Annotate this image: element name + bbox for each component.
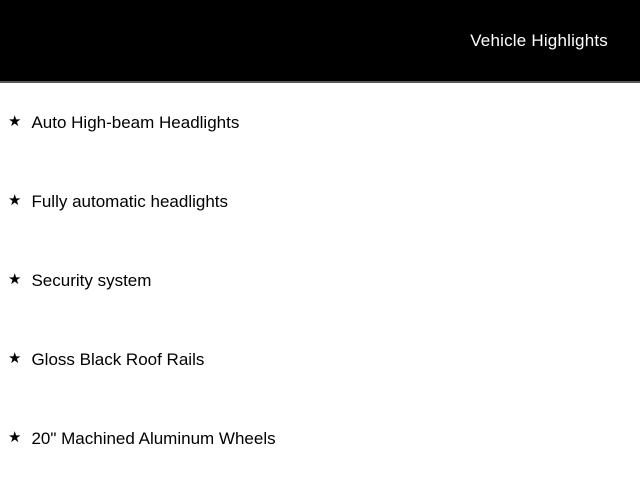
star-icon: ★: [8, 271, 22, 288]
star-icon: ★: [8, 192, 22, 209]
star-icon: ★: [8, 350, 22, 367]
vehicle-highlights-list: [0, 83, 640, 478]
list-item: [0, 83, 640, 162]
list-item-label: Security system: [31, 270, 152, 290]
list-item-label: Fully automatic headlights: [31, 191, 228, 211]
list-item-label: Auto High-beam Headlights: [31, 112, 240, 132]
list-item: [0, 399, 640, 478]
page-title: Vehicle Highlights: [470, 30, 608, 50]
star-icon: ★: [8, 113, 22, 130]
list-item-label: Gloss Black Roof Rails: [31, 349, 205, 369]
list-item-label: 20" Machined Aluminum Wheels: [31, 428, 276, 448]
list-item: [0, 162, 640, 241]
list-item: [0, 241, 640, 320]
star-icon: ★: [8, 429, 22, 446]
list-item: [0, 320, 640, 399]
header-bar: [0, 0, 640, 83]
